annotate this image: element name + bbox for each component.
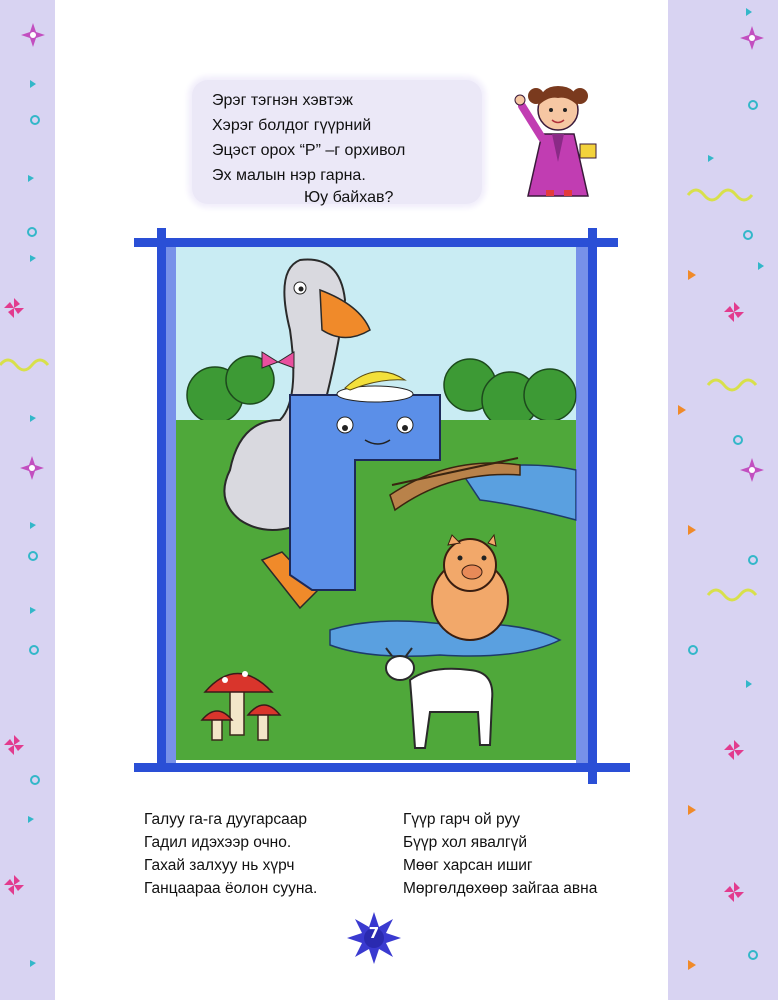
- frame-rod-bottom: [134, 763, 630, 772]
- poem-left: [144, 808, 317, 900]
- poem-line: Гадил идэхээр очно.: [144, 834, 292, 851]
- page-number: 7: [368, 924, 380, 942]
- frame-rod-left: [157, 228, 166, 772]
- poem-line: Гүүр гарч ой руу: [403, 811, 520, 828]
- riddle-line: Эрэг тэгнэн хэвтэж: [212, 92, 353, 109]
- riddle-line: Эх малын нэр гарна.: [212, 167, 366, 184]
- poem-line: Ганцаараа ёолон сууна.: [144, 880, 318, 897]
- poem-line: Мөргөлдөхөөр зайгаа авна: [403, 880, 598, 897]
- riddle-line: Эцэст орох “Р” –г орхивол: [212, 142, 406, 159]
- poem-line: Бүүр хол явалгүй: [403, 834, 527, 851]
- frame-rod-right: [588, 228, 597, 784]
- poem-right: [403, 808, 597, 900]
- poem-line: Галуу га-га дуугарсаар: [144, 811, 308, 828]
- riddle-line: Хэрэг болдог гүүрний: [212, 117, 372, 134]
- poem-line: Гахай залхуу нь хүрч: [144, 857, 295, 874]
- poem-line: Мөөг харсан ишиг: [403, 857, 533, 874]
- frame-rod-top: [134, 238, 618, 247]
- riddle-question: Юу байхав?: [304, 189, 394, 206]
